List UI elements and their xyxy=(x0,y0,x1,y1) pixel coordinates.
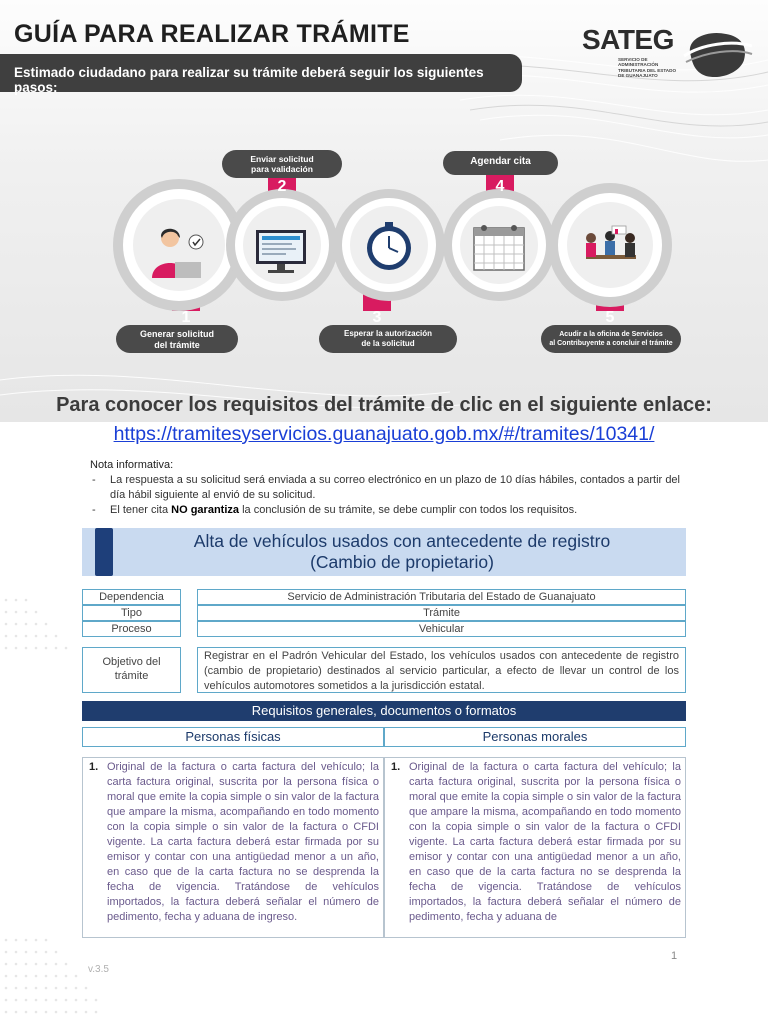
procedure-title: Alta de vehículos usados con antecedente de registro (Cambio de propietario) xyxy=(193,531,611,572)
no-guarantee-text: NO garantiza xyxy=(171,504,240,516)
requirements-link[interactable]: https://tramitesyservicios.guanajuato.gob.mx/#/tramites/10341/ xyxy=(113,423,655,445)
objetivo-value: Registrar en el Padrón Vehicular del Estado, los vehículos usados con antecedente de registro (cambio de propietario) destinados al servicio particular, a efecto de llevar un control de los vehículos automotores sometidos a la jurisdicción estatal. xyxy=(197,647,686,693)
fisicas-requirements xyxy=(82,757,384,938)
requirements-heading: Para conocer los requisitos del trámite de clic en el siguiente enlace: xyxy=(56,394,712,416)
step-4-number: 4 xyxy=(495,178,505,195)
note-item-response: - La respuesta a su solicitud será enviada a su correo electrónico en un plazo de 10 días hábiles, contados a partir del día hábil siguiente al envió de su solicitud. xyxy=(92,474,680,501)
col-personas-fisicas: Personas físicas xyxy=(82,727,384,747)
tipo-label: Tipo xyxy=(82,605,181,621)
step-3-number: 3 xyxy=(372,309,382,326)
step-3-label: Esperar la autorización de la solicitud xyxy=(343,329,433,348)
proceso-label: Proceso xyxy=(82,621,181,637)
instructions-banner: Estimado ciudadano para realizar su trámite deberá seguir los siguientes pasos: xyxy=(0,54,522,92)
title-accent-bar xyxy=(95,528,113,576)
list-item-number: 1. xyxy=(391,761,401,773)
logo-subtitle: SERVICIO DE ADMINISTRACIÓN TRIBUTARIA DEL ESTADO DE GUANAJUATO xyxy=(618,57,677,78)
step-1-number: 1 xyxy=(181,309,191,326)
step-2-label: Enviar solicitud para validación xyxy=(250,154,314,174)
logo-wordmark: SATEG xyxy=(582,24,674,55)
page-number: 1 xyxy=(671,950,678,962)
tipo-value: Trámite xyxy=(197,605,686,621)
morales-requirements xyxy=(384,757,686,938)
guide-title: GUÍA PARA REALIZAR TRÁMITE xyxy=(14,20,410,48)
dependencia-value: Servicio de Administración Tributaria del Estado de Guanajuato xyxy=(197,589,686,605)
step-4-label: Agendar cita xyxy=(470,156,531,167)
step-1-label: Generar solicitud del trámite xyxy=(139,329,215,350)
step-5-number: 5 xyxy=(605,309,615,326)
hero-banner xyxy=(0,0,768,422)
step-5-label: Acudir a la oficina de Servicios al Contribuyente a concluir el trámite xyxy=(549,331,673,347)
col-personas-morales: Personas morales xyxy=(384,727,686,747)
requirements-bar: Requisitos generales, documentos o formatos xyxy=(82,701,686,721)
proceso-value: Vehicular xyxy=(197,621,686,637)
list-item: Original de la factura o carta factura del vehículo; la carta factura original, suscrita por la persona física o moral que emite la copia simple o sin valor de la factura que ampare la misma, acompañando en todo momento con la copia simple o sin valor de la factura o CFDI vigente. La carta factura deberá estar firmada por su emisor y contar con una antigüedad menor a un año, en caso que de la carta factura no se desprenda la fecha de vigencia. Tratándose de vehículos importados, la factura deberá señalar el número de pedimento, fecha y aduana de ingreso. xyxy=(107,761,379,923)
list-item-number: 1. xyxy=(89,761,99,773)
dependencia-label: Dependencia xyxy=(82,589,181,605)
step-2-number: 2 xyxy=(277,178,287,195)
version-label: v.3.5 xyxy=(88,964,109,975)
steps-infographic xyxy=(0,0,768,422)
objetivo-label: Objetivo del trámite xyxy=(82,647,181,693)
list-item: Original de la factura o carta factura del vehículo; la carta factura original, suscrita por la persona física o moral que emite la copia simple o sin valor de la factura que ampare la misma, acompañando en todo momento con la copia simple o sin valor de la factura o CFDI vigente. La carta factura deberá estar firmada por su emisor y contar con una antigüedad menor a un año, en caso que de la carta factura no se desprenda la fecha de vigencia. Tratándose de vehículos importados, la factura deberá señalar el número de pedimento, fecha y aduana de xyxy=(409,761,681,923)
calendar-icon xyxy=(474,225,524,270)
note-item-appointment: - El tener cita NO garantiza la conclusión de su trámite, se debe cumplir con todos los requisitos. xyxy=(92,504,578,516)
note-title: Nota informativa: xyxy=(90,459,174,471)
procedure-title-box xyxy=(82,528,686,576)
